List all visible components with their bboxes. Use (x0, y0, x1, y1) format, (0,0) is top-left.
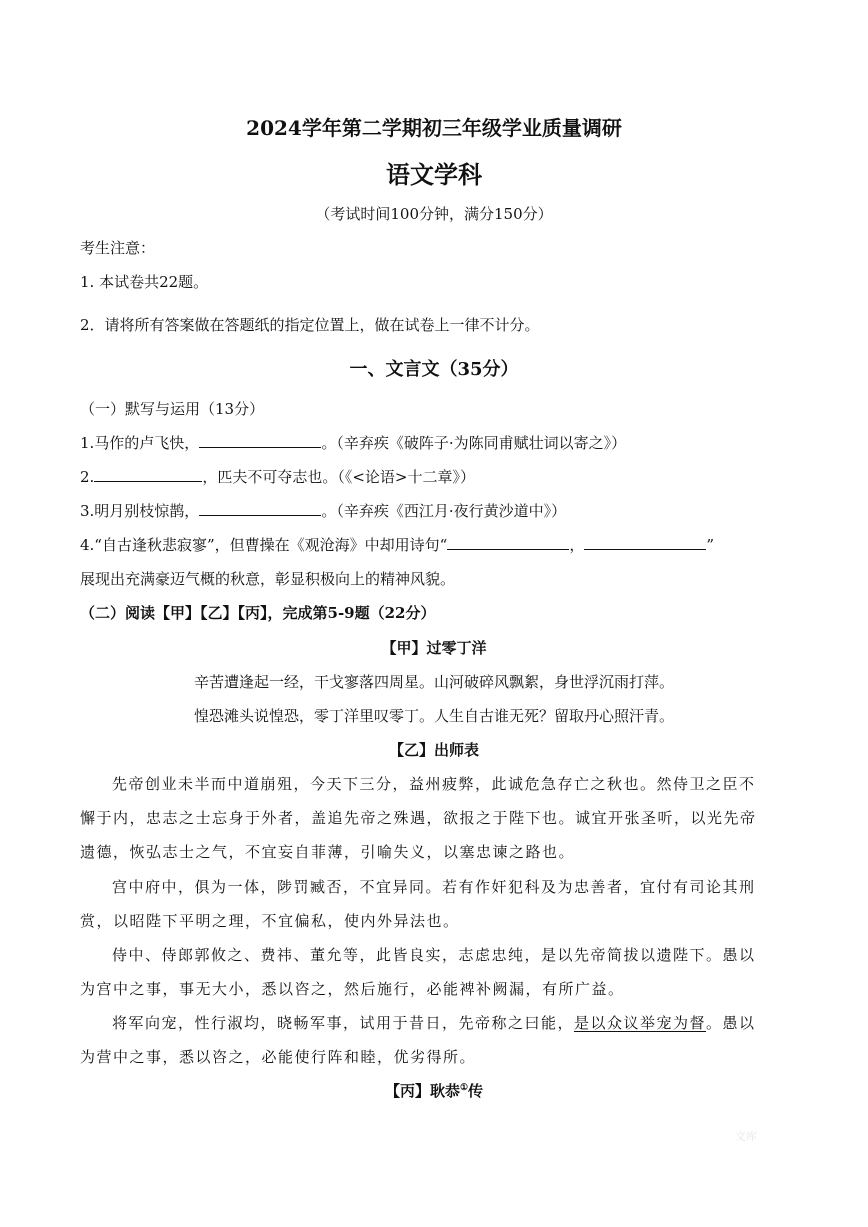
q2-suffix: ，匹夫不可夺志也。（《<论语>十二章》） (202, 468, 475, 486)
section-title: 一、文言文（35分） (349, 359, 519, 380)
jia-title: 【甲】过零丁洋 (381, 639, 487, 657)
yi-para4-text-a: 将军向宠，性行淑均，晓畅军事，试用于昔日，先帝称之曰能， (112, 1014, 575, 1032)
yi-para2-line2: 赏，以昭陛下平明之理，不宜偏私，使内外异法也。 (80, 912, 460, 930)
q1-prefix: 1.马作的卢飞快， (80, 434, 200, 452)
footnote-marker: ① (459, 1083, 469, 1093)
q2-prefix: 2. (80, 468, 95, 486)
yi-para4-line2: 为营中之事，悉以咨之，必能使行阵和睦，优劣得所。 (80, 1048, 477, 1066)
yi-para4-text-b: 。愚以 (706, 1014, 756, 1032)
question-2 (80, 466, 475, 487)
notice-heading: 考生注意： (80, 239, 156, 257)
yi-para4-line1 (112, 1012, 792, 1033)
exam-title: 2024学年第二学期初三年级学业质量调研 (246, 116, 622, 140)
q4-prefix: 4.“自古逢秋悲寂寥”，但曹操在《观沧海》中却用诗句“ (80, 536, 448, 554)
q4-close-quote: ” (706, 536, 715, 554)
question-1 (80, 432, 626, 453)
yi-title: 【乙】出师表 (388, 741, 479, 759)
yi-para1-line1: 先帝创业未半而中道崩殂，今天下三分，益州疲弊，此诚危急存亡之秋也。然侍卫之臣不 (112, 775, 756, 793)
question-3 (80, 500, 566, 521)
jia-poem-line-1: 辛苦遭逢起一经，干戈寥落四周星。山河破碎风飘絮，身世浮沉雨打萍。 (193, 673, 674, 691)
q1-suffix: 。（辛弃疾《破阵子·为陈同甫赋壮词以寄之》） (321, 434, 627, 452)
notice-item-1: 1. 本试卷共22题。 (80, 273, 209, 291)
subject-title: 语文学科 (386, 160, 482, 189)
part2-heading: （二）阅读【甲】【乙】【丙】，完成第5-9题（22分） (80, 604, 436, 622)
question-4-line1 (80, 534, 714, 555)
q3-suffix: 。（辛弃疾《西江月·夜行黄沙道中》） (321, 502, 567, 520)
q4-answer-blank-2[interactable] (584, 535, 706, 550)
question-4-line2: 展现出充满豪迈气概的秋意，彰显积极向上的精神风貌。 (80, 570, 456, 588)
q4-answer-blank-1[interactable] (447, 535, 569, 550)
q4-comma: ， (569, 536, 585, 554)
yi-para1-line2: 懈于内，忠志之士忘身于外者，盖追先帝之殊遇，欲报之于陛下也。诚宜开张圣听，以光先帝 (80, 809, 757, 827)
q2-answer-blank[interactable] (94, 467, 202, 482)
yi-para2-line1: 宫中府中，俱为一体，陟罚臧否，不宜异同。若有作奸犯科及为忠善者，宜付有司论其刑 (112, 878, 756, 896)
part1-heading: （一）默写与运用（13分） (80, 400, 265, 418)
bing-title-end: 传 (468, 1082, 484, 1100)
watermark: 文库 (735, 1130, 757, 1143)
time-info: （考试时间100分钟，满分150分） (315, 205, 553, 223)
bing-title-text: 【丙】耿恭 (384, 1082, 460, 1100)
q3-answer-blank[interactable] (199, 501, 321, 516)
yi-para3-line2: 为宫中之事，事无大小，悉以咨之，然后施行，必能裨补阙漏，有所广益。 (80, 980, 625, 998)
jia-poem-line-2: 惶恐滩头说惶恐，零丁洋里叹零丁。人生自古谁无死？留取丹心照汗青。 (193, 707, 674, 725)
notice-item-2: 2．请将所有答案做在答题纸的指定位置上，做在试卷上一律不计分。 (80, 316, 540, 334)
q1-answer-blank[interactable] (199, 433, 321, 448)
q3-prefix: 3.明月别枝惊鹊， (80, 502, 200, 520)
yi-para3-line1: 侍中、侍郎郭攸之、费祎、董允等，此皆良实，志虑忠纯，是以先帝简拔以遗陛下。愚以 (112, 946, 756, 964)
yi-para4-underlined-sentence: 是以众议举宠为督 (574, 1014, 707, 1032)
yi-para1-line3: 遗德，恢弘志士之气，不宜妄自菲薄，引喻失义，以塞忠谏之路也。 (80, 843, 576, 861)
bing-title (0, 1080, 868, 1101)
